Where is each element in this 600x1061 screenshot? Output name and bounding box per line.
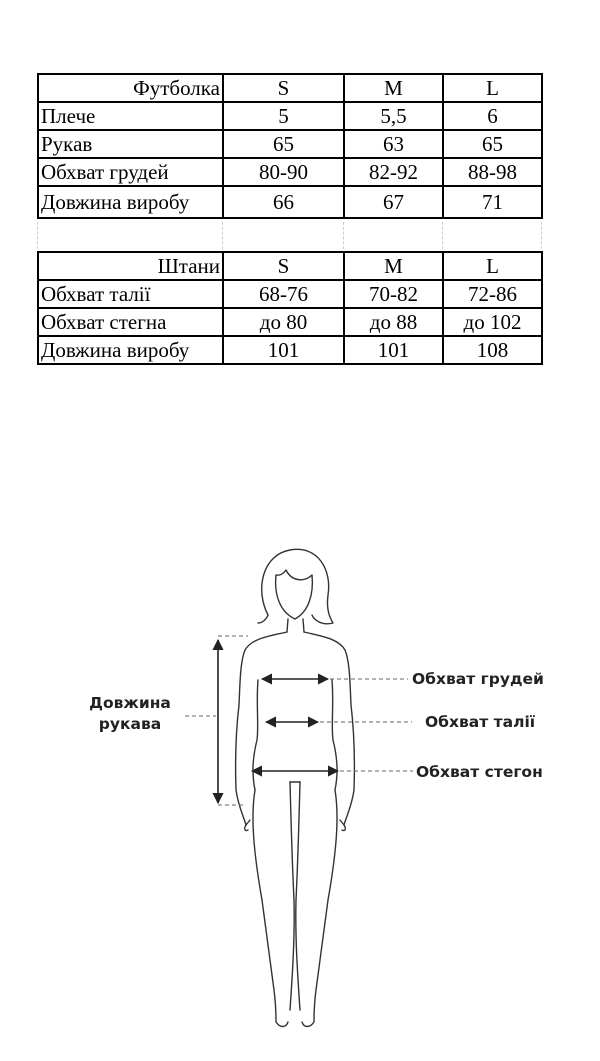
row-label: Плече [38, 102, 223, 130]
table-cell: 71 [443, 186, 542, 218]
gridline [37, 222, 38, 249]
hips-label: Обхват стегон [416, 763, 543, 781]
hair-outline [262, 549, 333, 623]
gridline [343, 222, 344, 249]
face-outline [276, 570, 313, 619]
table-title: Штани [38, 252, 223, 280]
size-header: L [443, 252, 542, 280]
gridline [222, 222, 223, 249]
table-row [38, 130, 542, 158]
size-header: M [344, 74, 443, 102]
table-header-row [38, 252, 542, 280]
table-cell: 66 [223, 186, 344, 218]
table-row [38, 336, 542, 364]
row-label: Обхват стегна [38, 308, 223, 336]
size-header: L [443, 74, 542, 102]
table-cell: 5,5 [344, 102, 443, 130]
table-row [38, 308, 542, 336]
table-cell: 72-86 [443, 280, 542, 308]
table-cell: до 88 [344, 308, 443, 336]
table-row [38, 186, 542, 218]
table-cell: 65 [223, 130, 344, 158]
tshirt-size-table [37, 73, 543, 219]
row-label: Довжина виробу [38, 336, 223, 364]
body-measurement-figure [0, 520, 600, 1040]
gridline [442, 222, 443, 249]
table-header-row [38, 74, 542, 102]
table-cell: до 102 [443, 308, 542, 336]
table-cell: 101 [344, 336, 443, 364]
chest-label: Обхват грудей [412, 670, 544, 688]
table-cell: 6 [443, 102, 542, 130]
size-header: S [223, 252, 344, 280]
sleeve-length-label-line2: рукава [98, 715, 162, 733]
measurement-lines [185, 636, 413, 805]
table-cell: 68-76 [223, 280, 344, 308]
table-cell: 70-82 [344, 280, 443, 308]
table-cell: 108 [443, 336, 542, 364]
row-label: Довжина виробу [38, 186, 223, 218]
row-label: Обхват грудей [38, 158, 223, 186]
table-row [38, 280, 542, 308]
table-cell: 101 [223, 336, 344, 364]
left-leg [253, 790, 288, 1027]
table-cell: 5 [223, 102, 344, 130]
table-title: Футболка [38, 74, 223, 102]
woman-silhouette [236, 549, 355, 1026]
table-cell: 67 [344, 186, 443, 218]
waist-label: Обхват талії [425, 713, 536, 731]
pants-size-table [37, 251, 543, 365]
table-cell: 63 [344, 130, 443, 158]
torso-left [236, 632, 287, 825]
table-cell: 82-92 [344, 158, 443, 186]
table-row [38, 158, 542, 186]
right-leg [302, 790, 337, 1027]
gridline [541, 222, 542, 249]
table-cell: 80-90 [223, 158, 344, 186]
table-row [38, 102, 542, 130]
row-label: Обхват талії [38, 280, 223, 308]
sleeve-length-label-line1: Довжина [89, 694, 171, 712]
size-header: M [344, 252, 443, 280]
table-cell: 88-98 [443, 158, 542, 186]
size-header: S [223, 74, 344, 102]
table-cell: 65 [443, 130, 542, 158]
torso-right [304, 632, 354, 825]
table-cell: до 80 [223, 308, 344, 336]
row-label: Рукав [38, 130, 223, 158]
